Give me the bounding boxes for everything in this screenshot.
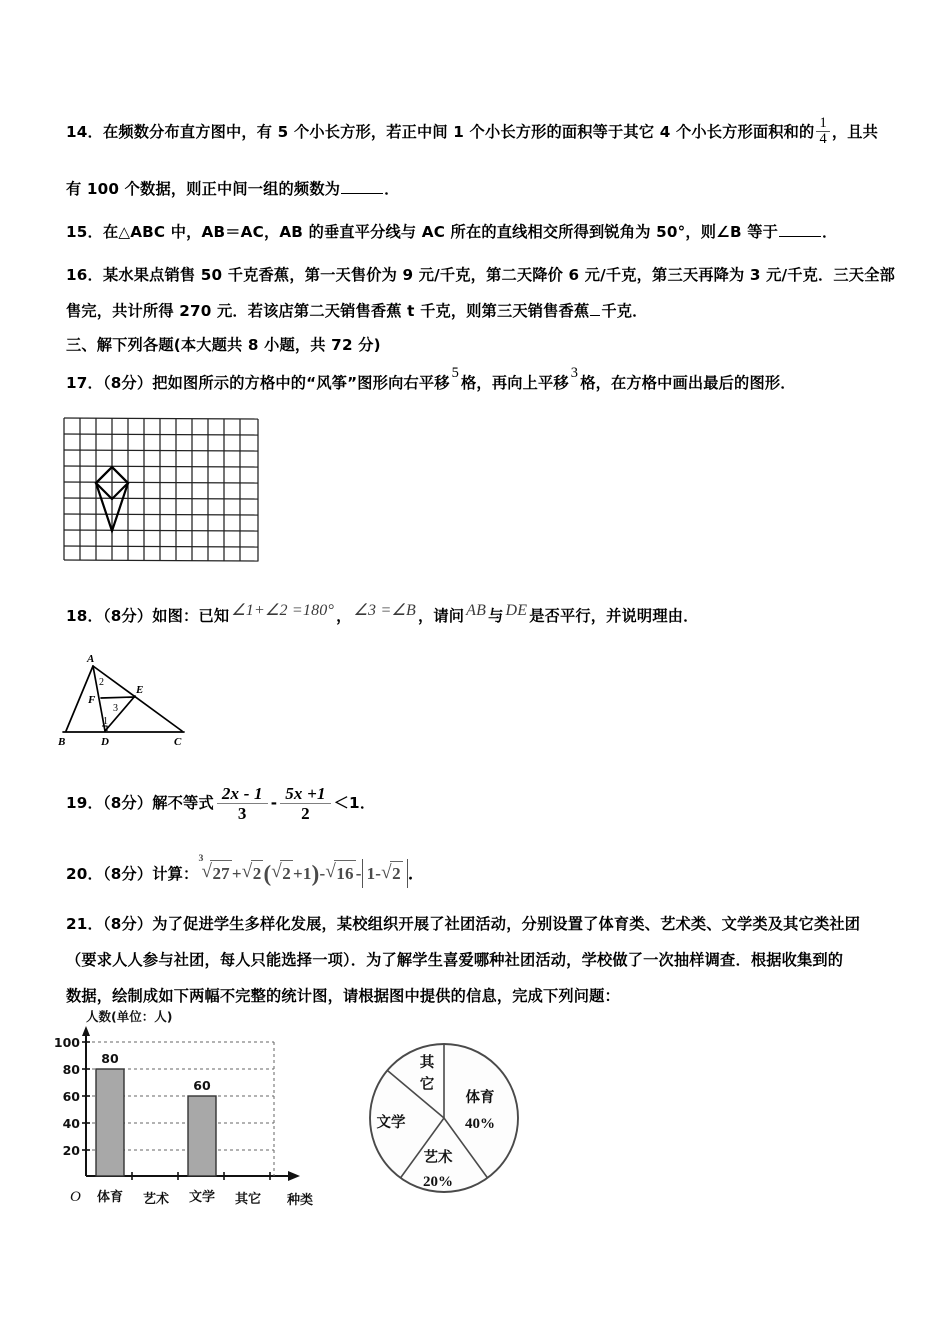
shift-right-value: 5: [451, 365, 460, 381]
answer-blank: [779, 223, 821, 237]
radicand: 2: [280, 860, 293, 887]
question-18-score: （8分）: [102, 607, 153, 625]
question-17-score: （8分）: [102, 374, 153, 393]
ytick-40: 40: [62, 1116, 80, 1131]
sqrt-2-b: [271, 859, 293, 887]
abs-text: 1-: [366, 864, 382, 883]
fraction-numerator: 1: [816, 116, 829, 132]
question-18-text: [66, 602, 699, 629]
given-condition-2: ∠3 =∠B: [353, 602, 416, 619]
expression: [198, 853, 426, 886]
plus-sign: +: [231, 864, 242, 883]
question-15-text: 在△ABC 中，AB＝AC，AB 的垂直平分线与 AC 所在的直线相交所得到锐角为 50°，则∠B 等于: [102, 223, 779, 241]
xlabel-yishu: 艺术: [142, 1192, 170, 1207]
question-14-line2-period: ．: [384, 180, 400, 198]
inequality-fraction-1: [217, 784, 268, 823]
angle-label-3: 3: [113, 703, 118, 714]
question-20-score: （8分）: [102, 865, 153, 883]
question-14-number: 14．: [66, 123, 103, 142]
question-18-text-b: 是否平行，并说明理由．: [529, 607, 699, 625]
denominator: 2: [301, 804, 310, 824]
question-14-line-1: [66, 115, 928, 149]
question-16-line2-tail: 千克．: [601, 302, 648, 320]
inequality-relation: ＜1．: [333, 794, 376, 813]
answer-blank: [341, 180, 383, 194]
question-21-text-line1: 为了促进学生多样化发展，某校组织开展了社团活动，分别设置了体育类、艺术类、文学类及其它类社团: [152, 915, 861, 933]
question-20-number: 20．: [66, 865, 103, 883]
pie-label-tiyu: 体育: [465, 1090, 495, 1106]
triangle-figure: [58, 648, 188, 748]
pie-label-yishu: 艺术: [423, 1150, 453, 1166]
question-16-number: 16．: [66, 266, 103, 284]
comma-1: ，: [336, 607, 352, 625]
origin-label: O: [70, 1189, 81, 1205]
question-14-line2-text: 有 100 个数据，则正中间一组的频数为: [66, 180, 341, 198]
pie-label-qita-char2: 它: [419, 1077, 435, 1093]
absolute-value: [362, 859, 408, 888]
xlabel-qita: 其它: [234, 1192, 262, 1207]
xlabel-wenxue: 文学: [188, 1190, 216, 1205]
question-16-text-line1: 某水果点销售 50 千克香蕉，第一天售价为 9 元/千克，第二天降价 6 元/千克，第三天再降为 3 元/千克．三天全部: [102, 266, 895, 284]
question-21-number: 21．: [66, 915, 103, 933]
xlabel-tiyu: 体育: [96, 1190, 124, 1205]
bar-label-tiyu: 80: [101, 1051, 119, 1066]
question-21-line-3: 数据，绘制成如下两幅不完整的统计图，请根据图中提供的信息，完成下列问题：: [66, 987, 620, 1005]
inequality-fraction-2: [280, 784, 330, 823]
pie-label-qita-char1: 其: [419, 1055, 435, 1071]
label-c: C: [174, 736, 182, 748]
triangle-edges: [63, 666, 184, 732]
radicand: 2: [251, 860, 264, 887]
bar-wenxue: [188, 1096, 216, 1176]
paren-open: (: [263, 861, 272, 886]
plus-one: +1: [293, 864, 312, 883]
label-e: E: [136, 684, 144, 696]
answer-blank: [590, 302, 600, 316]
question-21-line-1: [66, 913, 860, 937]
numerator: 2x - 1: [217, 784, 268, 804]
minus-operator: -: [270, 794, 278, 813]
angle-label-1: 1: [103, 716, 108, 727]
question-17-text-b: 格，再向上平移: [461, 374, 569, 393]
sqrt-2-a: [242, 859, 264, 887]
question-14-text-b: ，且共: [831, 123, 879, 142]
question-16-text-line2: 售完，共计所得 270 元．若该店第二天销售香蕉 t 千克，则第三天销售香蕉: [66, 302, 590, 320]
root-index: √ 3: [198, 853, 204, 864]
question-16-line-1: [66, 264, 895, 288]
minus-sign-2: -: [355, 864, 362, 883]
period: ．: [407, 864, 426, 884]
question-17-number: 17．: [66, 374, 103, 393]
comma-2: ，请问: [417, 607, 465, 625]
minus-sign-1: -: [319, 864, 326, 883]
question-18-text-a: 如图：已知: [152, 607, 230, 625]
question-15-period: ．: [822, 223, 838, 241]
pie-percent-yishu: 20%: [423, 1174, 453, 1190]
pie-chart: [356, 1032, 534, 1210]
sqrt-16: [325, 859, 355, 887]
angle-label-2: 2: [99, 677, 104, 688]
question-20-text: 计算：: [152, 865, 199, 883]
question-20-text: [66, 855, 425, 889]
paren-close: ): [311, 861, 320, 886]
bar-chart-title: 人数(单位：人): [86, 1009, 173, 1024]
ytick-100: 100: [53, 1035, 80, 1050]
question-17-text-c: 格，在方格中画出最后的图形．: [580, 374, 796, 393]
radicand: 16: [334, 860, 355, 887]
question-21-line-2: （要求人人参与社团，每人只能选择一项）．为了解学生喜爱哪种社团活动，学校做了一次抽样调查．根据收集到的: [66, 951, 844, 969]
pie-label-wenxue: 文学: [376, 1115, 406, 1131]
question-18-number: 18．: [66, 607, 103, 625]
y-axis-arrow: [82, 1026, 90, 1036]
ytick-80: 80: [62, 1062, 80, 1077]
ytick-60: 60: [62, 1089, 80, 1104]
bar-label-wenxue: 60: [193, 1078, 211, 1093]
segment-de: DE: [505, 602, 528, 619]
question-19-number: 19．: [66, 794, 103, 813]
question-15-number: 15．: [66, 223, 103, 241]
question-17-text: [66, 365, 796, 396]
fraction-denominator: 4: [819, 131, 827, 148]
question-14-text-a: 在频数分布直方图中，有 5 个小长方形，若正中间 1 个小长方形的面积等于其它 4 个小长方形面积和的: [102, 123, 815, 142]
x-tick-labels: [97, 1189, 313, 1208]
denominator: 3: [237, 804, 247, 824]
segment-ab: AB: [466, 602, 487, 619]
given-condition-1: ∠1+∠2 =180°: [231, 602, 335, 619]
bar-tiyu: [96, 1069, 124, 1176]
pie-percent-tiyu: 40%: [465, 1116, 495, 1132]
vertex-labels: [58, 653, 182, 748]
label-f: F: [88, 694, 96, 706]
x-axis-arrow: [288, 1171, 300, 1181]
label-b: B: [58, 736, 66, 748]
shift-up-value: 3: [570, 365, 579, 381]
cube-root-27: [198, 853, 231, 887]
question-14-line-2: [66, 178, 399, 202]
grid-lines: [64, 418, 258, 562]
radicand: 27: [210, 860, 231, 887]
label-d: D: [101, 736, 109, 748]
question-17-text-a: 把如图所示的方格中的“风筝”图形向右平移: [152, 374, 450, 393]
radicand: 2: [390, 861, 403, 887]
sqrt-2-c: [381, 860, 403, 887]
label-a: A: [87, 653, 95, 665]
question-19-score: （8分）: [102, 794, 153, 813]
numerator: 5x +1: [280, 784, 330, 804]
bar-chart: [52, 1004, 352, 1216]
question-19-text: 解不等式: [152, 794, 214, 813]
y-tick-labels: [54, 1035, 80, 1158]
conjunction: 与: [488, 607, 504, 625]
question-21-score: （8分）: [102, 915, 153, 933]
question-14-fraction: [816, 116, 829, 147]
ytick-20: 20: [62, 1143, 80, 1158]
question-19-text: [66, 785, 375, 824]
section-heading: 三、解下列各题(本大题共 8 小题，共 72 分): [66, 336, 381, 354]
x-axis-label: 种类: [286, 1193, 314, 1208]
question-16-line-2: [66, 300, 648, 324]
question-15: [66, 221, 837, 245]
kite-grid-figure: [63, 417, 259, 562]
